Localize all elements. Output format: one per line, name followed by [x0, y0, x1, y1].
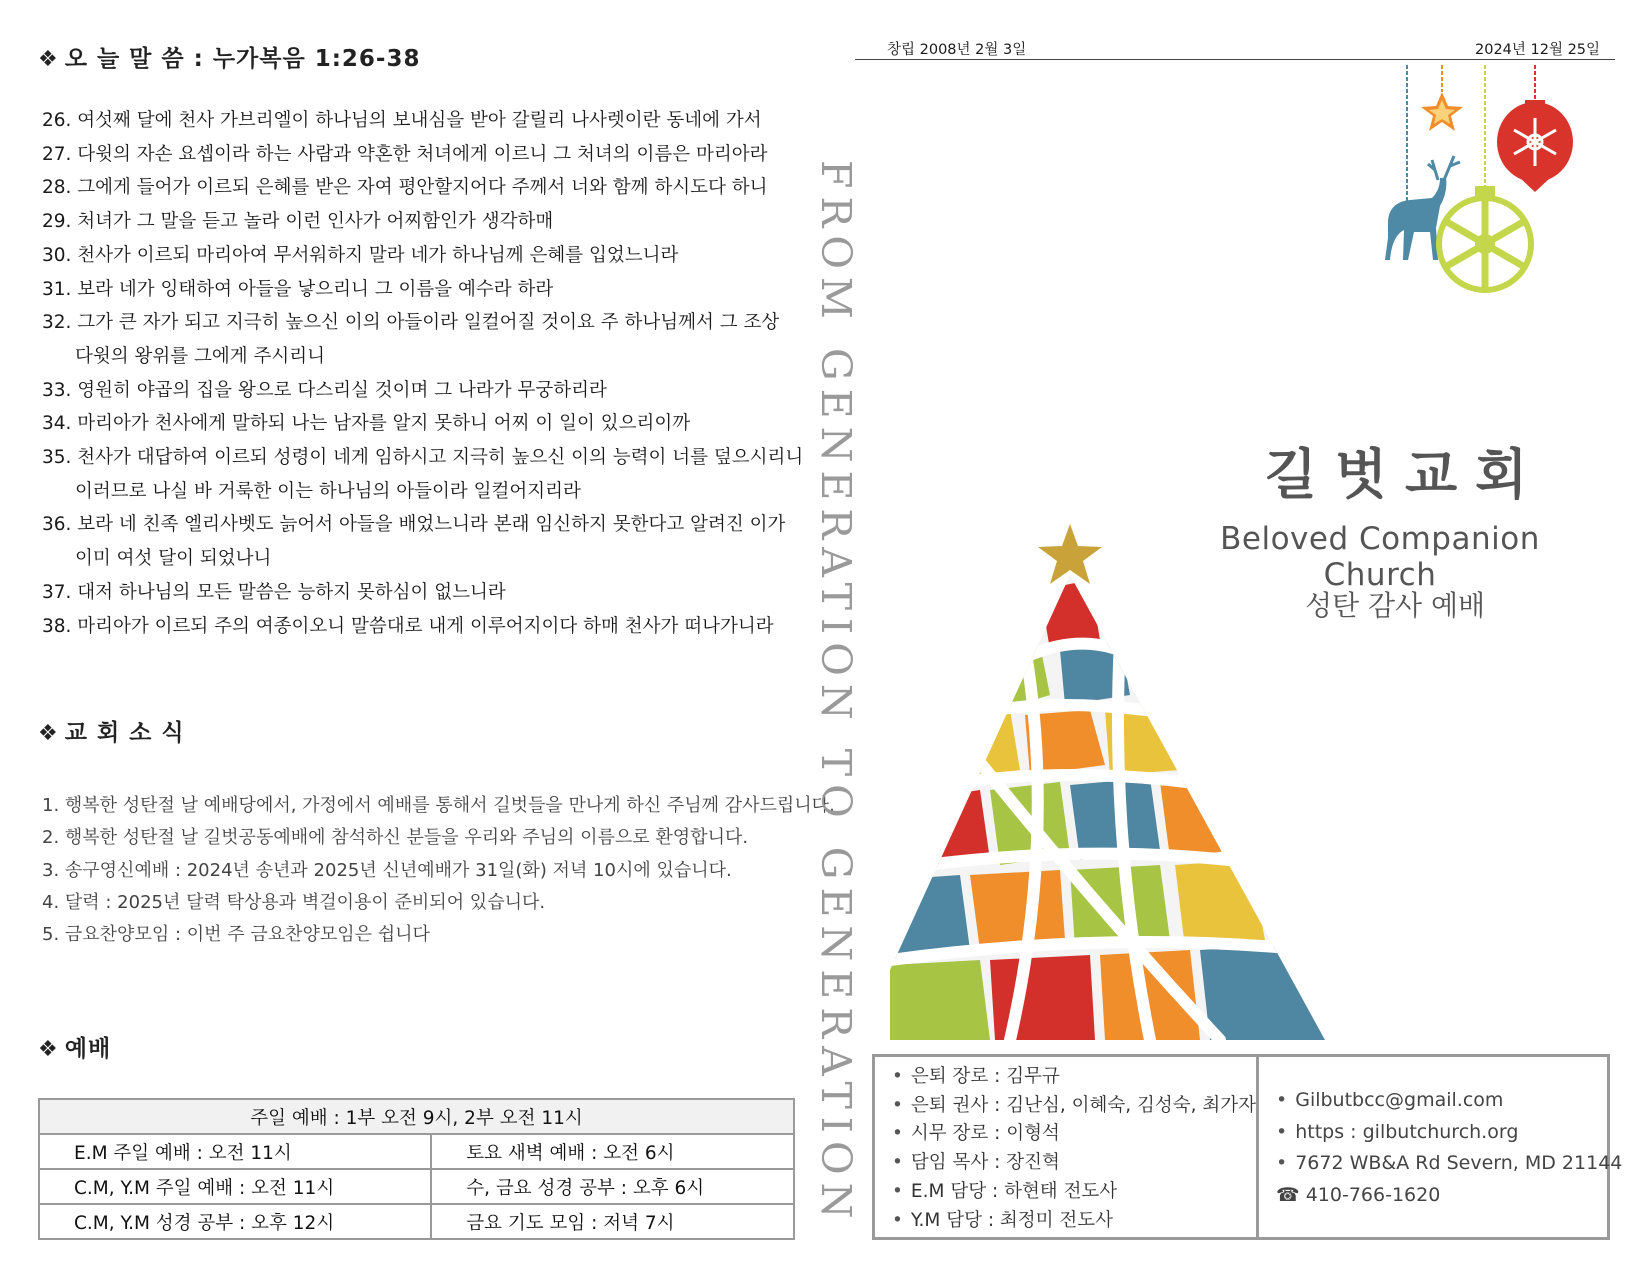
staff-item [892, 1178, 1256, 1207]
verse-item [42, 407, 802, 441]
diamond-icon: ❖ [38, 47, 59, 72]
verse-continuation: 이미 여섯 달이 되었나니 [75, 548, 272, 570]
verse-item [42, 306, 802, 373]
bullet-icon: • [892, 1066, 903, 1087]
info-box-divider [1256, 1054, 1259, 1240]
staff-item [892, 1092, 1256, 1121]
worship-cell: 토요 새벽 예배 : 오전 6시 [431, 1134, 794, 1169]
bullet-icon: • [892, 1123, 903, 1145]
staff-text: 담임 목사 : 장진혁 [910, 1152, 1060, 1174]
church-name-english: Beloved Companion Church [1220, 521, 1540, 593]
verse-item [42, 239, 802, 273]
staff-list [892, 1063, 1256, 1235]
bulletin-date: 2024년 12월 25일 [1475, 42, 1601, 58]
staff-text: 은퇴 권사 : 김난심, 이혜숙, 김성숙, 최가자 [910, 1094, 1257, 1116]
verse-item [42, 508, 802, 575]
worship-cell: 수, 금요 성경 공부 : 오후 6시 [431, 1169, 794, 1204]
diamond-icon: ❖ [38, 721, 59, 746]
verse-text: 34. 마리아가 천사에게 말하되 나는 남자를 알지 못하니 어찌 이 일이 있으리이까 [42, 413, 691, 435]
verse-text: 32. 그가 큰 자가 되고 지극히 높으신 이의 아들이라 일컬어질 것이요 주 하나님께서 그 조상 [42, 312, 780, 334]
scripture-title [38, 40, 420, 73]
worship-cell: C.M, Y.M 주일 예배 : 오전 11시 [39, 1169, 431, 1204]
worship-cell: 금요 기도 모임 : 저녁 7시 [431, 1204, 794, 1239]
verse-text: 28. 그에게 들어가 이르되 은혜를 받은 자여 평안할지어다 주께서 너와 함께 하시도다 하니 [42, 177, 768, 199]
verse-text: 35. 천사가 대답하여 이르되 성령이 네게 임하시고 지극히 높으신 이의 능력이 너를 덮으시리니 [42, 447, 804, 469]
staff-text: Y.M 담당 : 최정미 전도사 [910, 1209, 1114, 1231]
verse-text: 37. 대저 하나님의 모든 말씀은 능하지 못하심이 없느니라 [42, 581, 506, 603]
staff-item [892, 1149, 1256, 1178]
verse-item [42, 576, 802, 610]
news-list [42, 790, 835, 951]
verse-item [42, 138, 802, 172]
scripture-title-text: 오 늘 말 씀 : 누가복음 1:26-38 [64, 46, 421, 72]
bullet-icon: • [892, 1094, 903, 1116]
staff-item [892, 1120, 1256, 1149]
news-item: 4. 달력 : 2025년 달력 탁상용과 벽걸이용이 준비되어 있습니다. [42, 891, 546, 913]
service-title: 성탄 감사 예배 [1304, 589, 1486, 622]
verse-text: 27. 다윗의 자손 요셉이라 하는 사람과 약혼한 처녀에게 이르니 그 처녀의 이름은 마리아라 [42, 143, 768, 165]
verse-continuation: 다윗의 왕위를 그에게 주시리니 [75, 345, 325, 367]
worship-table-header: 주일 예배 : 1부 오전 9시, 2부 오전 11시 [39, 1099, 794, 1134]
worship-title [38, 1030, 111, 1063]
verse-item [42, 273, 802, 307]
verse-text: 38. 마리아가 이르되 주의 여종이오니 말씀대로 내게 이루어지이다 하매 천사가 떠나가니라 [42, 615, 774, 637]
verse-text: 26. 여섯째 달에 천사 가브리엘이 하나님의 보내심을 받아 갈릴리 나사렛이란 동네에 가서 [42, 110, 762, 131]
verse-item [42, 441, 802, 508]
verse-continuation: 이러므로 나실 바 거룩한 이는 하나님의 아들이라 일컬어지리라 [75, 480, 581, 502]
bullet-icon: • [892, 1180, 903, 1202]
verse-text: 29. 처녀가 그 말을 듣고 놀라 이런 인사가 어찌함인가 생각하매 [42, 211, 554, 233]
contact-phone [1276, 1180, 1622, 1212]
staff-text: 은퇴 장로 : 김무규 [910, 1066, 1060, 1087]
table-row [39, 1169, 794, 1204]
founded-date: 창립 2008년 2월 3일 [887, 42, 1027, 58]
staff-item [892, 1207, 1256, 1236]
verse-item [42, 104, 802, 138]
verse-text: 36. 보라 네 친족 엘리사벳도 늙어서 아들을 배었느니라 본래 임신하지 못한다고 알려진 이가 [42, 514, 786, 536]
worship-cell: C.M, Y.M 성경 공부 : 오후 12시 [39, 1204, 431, 1239]
website-text[interactable]: https : gilbutchurch.org [1295, 1120, 1519, 1143]
contact-email[interactable]: • Gilbutbcc@gmail.com [1276, 1089, 1504, 1111]
christmas-tree-illustration [890, 520, 1330, 1040]
staff-text: E.M 담당 : 하현태 전도사 [910, 1180, 1118, 1202]
verse-item [42, 171, 802, 205]
diamond-icon: ❖ [38, 1037, 59, 1062]
news-title-text: 교 회 소 식 [64, 720, 185, 746]
email-text[interactable]: Gilbutbcc@gmail.com [1295, 1089, 1504, 1111]
staff-item [892, 1063, 1256, 1092]
address-text: 7672 WB&A Rd Severn, MD 21144 [1295, 1152, 1623, 1174]
verse-item [42, 374, 802, 408]
bullet-icon: • [892, 1209, 903, 1231]
church-name: 길벗교회 [1264, 443, 1546, 506]
table-row [39, 1204, 794, 1239]
table-row [39, 1134, 794, 1169]
verse-item [42, 610, 802, 644]
news-item: 2. 행복한 성탄절 날 길벗공동예배에 참석하신 분들을 우리와 주님의 이름으로 환영합니다. [42, 827, 749, 849]
bullet-icon: • [892, 1152, 903, 1174]
contact-website[interactable]: • https : gilbutchurch.org [1276, 1120, 1519, 1143]
phone-text: 410-766-1620 [1305, 1183, 1441, 1206]
worship-title-text: 예배 [64, 1036, 112, 1062]
news-item: 3. 송구영신예배 : 2024년 송년과 2025년 신년예배가 31일(화) 저녁 10시에 있습니다. [42, 859, 732, 881]
phone-icon: ☎ [1276, 1183, 1300, 1206]
worship-cell: E.M 주일 예배 : 오전 11시 [39, 1134, 431, 1169]
verse-text: 33. 영원히 야곱의 집을 왕으로 다스리실 것이며 그 나라가 무궁하리라 [42, 379, 607, 401]
worship-table [38, 1098, 795, 1240]
hanging-ornaments-icon [1370, 60, 1620, 320]
vertical-motto: FROM GENERATION TO GENERATION [812, 160, 860, 1227]
news-item: 1. 행복한 성탄절 날 예배당에서, 가정에서 예배를 통해서 길벗들을 만나게 하신 주님께 감사드립니다. [42, 795, 835, 816]
news-title [38, 714, 185, 747]
verse-text: 30. 천사가 이르되 마리아여 무서워하지 말라 네가 하나님께 은혜를 입었느니라 [42, 244, 679, 266]
verse-list [42, 104, 802, 643]
news-item: 5. 금요찬양모임 : 이번 주 금요찬양모임은 쉽니다 [42, 924, 430, 946]
verse-text: 31. 보라 네가 잉태하여 아들을 낳으리니 그 이름을 예수라 하라 [42, 278, 554, 300]
staff-text: 시무 장로 : 이형석 [910, 1123, 1060, 1145]
verse-item [42, 205, 802, 239]
contact-list [1276, 1085, 1622, 1211]
contact-address: • 7672 WB&A Rd Severn, MD 21144 [1276, 1152, 1623, 1174]
